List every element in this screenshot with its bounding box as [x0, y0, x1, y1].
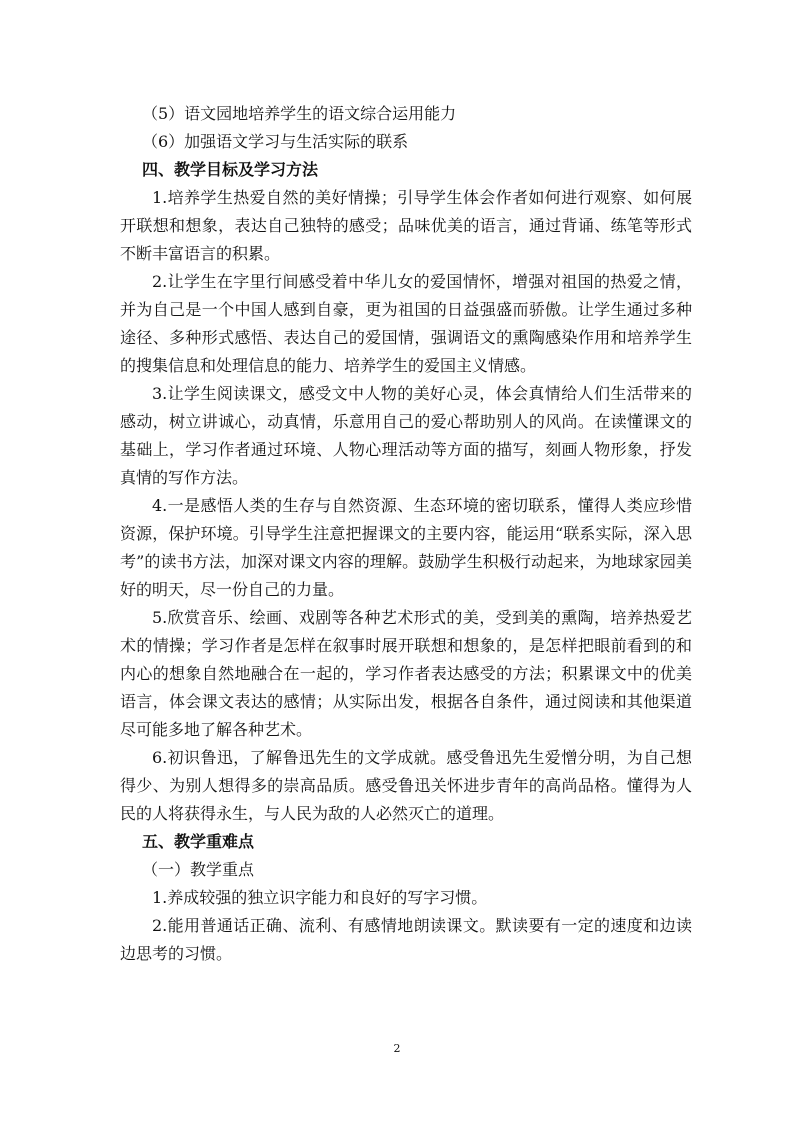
- objective-paragraph-4: 4.一是感悟人类的生存与自然资源、生态环境的密切联系，懂得人类应珍惜资源，保护环境。引导学生注意把握课文的主要内容，能运用“联系实际，深入思考”的读书方法，加深对课文内容的理解。鼓励学生积极行动起来，为地球家园美好的明天，尽一份自己的力量。: [120, 496, 692, 599]
- section-heading-key-points: 五、教学重难点: [142, 832, 255, 851]
- objective-paragraph-3: 3.让学生阅读课文，感受文中人物的美好心灵，体会真情给人们生活带来的感动，树立讲诚心，动真情，乐意用自己的爱心帮助别人的风尚。在读懂课文的基础上，学习作者通过环境、人物心理活动等方面的描写，刻画人物形象，抒发真情的写作方法。: [120, 384, 692, 487]
- objective-paragraph-2: 2.让学生在字里行间感受着中华儿女的爱国情怀，增强对祖国的热爱之情，并为自己是一个中国人感到自豪，更为祖国的日益强盛而骄傲。让学生通过多种途径、多种形式感悟、表达自己的爱国情，强调语文的熏陶感染作用和培养学生的搜集信息和处理信息的能力、培养学生的爱国主义情感。: [120, 272, 692, 375]
- page-number: 2: [393, 1042, 401, 1055]
- page-content: [120, 100, 692, 968]
- section-heading-objectives: 四、教学目标及学习方法: [142, 160, 319, 179]
- key-point-item-2: 2.能用普通话正确、流利、有感情地朗读课文。默读要有一定的速度和边读边思考的习惯。: [120, 916, 692, 963]
- objective-paragraph-1: 1.培养学生热爱自然的美好情操；引导学生体会作者如何进行观察、如何展开联想和想象，表达自己独特的感受；品味优美的语言，通过背诵、练笔等形式不断丰富语言的积累。: [120, 188, 692, 263]
- objective-paragraph-5: 5.欣赏音乐、绘画、戏剧等各种艺术形式的美，受到美的熏陶，培养热爱艺术的情操；学习作者是怎样在叙事时展开联想和想象的，是怎样把眼前看到的和内心的想象自然地融合在一起的，学习作者表达感受的方法；积累课文中的优美语言，体会课文表达的感情；从实际出发，根据各自条件，通过阅读和其他渠道尽可能多地了解各种艺术。: [120, 608, 692, 739]
- key-point-item-1: 1.养成较强的独立识字能力和良好的写字习惯。: [152, 888, 488, 907]
- list-item-6: （6）加强语文学习与生活实际的联系: [142, 132, 409, 151]
- subsection-heading-key-points: （一）教学重点: [142, 860, 255, 879]
- objective-paragraph-6: 6.初识鲁迅，了解鲁迅先生的文学成就。感受鲁迅先生爱憎分明，为自己想得少、为别人想得多的崇高品质。感受鲁迅关怀进步青年的高尚品格。懂得为人民的人将获得永生，与人民为敌的人必然灭亡的道理。: [120, 748, 692, 823]
- list-item-5: （5）语文园地培养学生的语文综合运用能力: [142, 104, 457, 123]
